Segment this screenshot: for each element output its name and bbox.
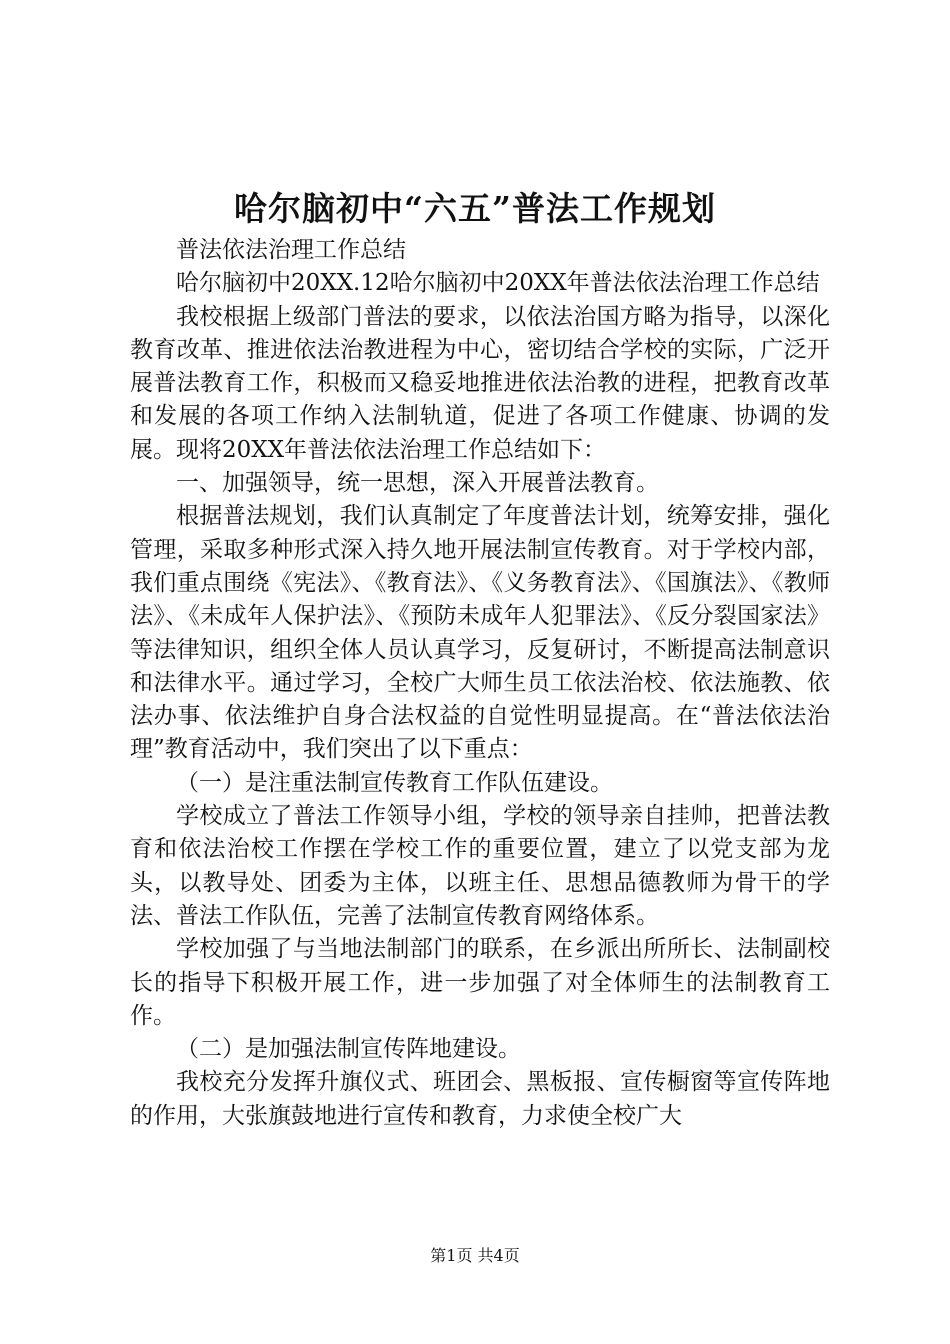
document-title: 哈尔脑初中“六五”普法工作规划 (234, 189, 716, 228)
paragraph: 我校充分发挥升旗仪式、班团会、黑板报、宣传橱窗等宣传阵地的作用，大张旗鼓地进行宣传和教育，力求使全校广大 (130, 1069, 830, 1129)
paragraph: 根据普法规划，我们认真制定了年度普法计划，统筹安排，强化管理，采取多种形式深入持久地开展法制宣传教育。对于学校内部，我们重点围绕《宪法》、《教育法》、《义务教育法》、《国旗法》、《教师法》、《未成年人保护法》、《预防未成年人犯罪法》、《反分裂国家法》等法律知识，组织全体人员认真学习，反复研讨，不断提高法制意识和法律水平。通过学习，全校广大师生员工依法治校、依法施教、依法办事、依法维护自身合法权益的自觉性明显提高。在“普法依法治理”教育活动中，我们突出了以下重点： (130, 503, 830, 763)
section-heading: 一、加强领导，统一思想，深入开展普法教育。 (176, 470, 659, 497)
document-body (130, 234, 830, 1133)
paragraph: 哈尔脑初中20XX.12哈尔脑初中20XX年普法依法治理工作总结 (176, 270, 820, 297)
subsection-heading: （二）是加强法制宣传阵地建设。 (176, 1036, 521, 1063)
paragraph: 学校成立了普法工作领导小组，学校的领导亲自挂帅，把普法教育和依法治校工作摆在学校工作的重要位置，建立了以党支部为龙头，以教导处、团委为主体，以班主任、思想品德教师为骨干的学法、普法工作队伍，完善了法制宣传教育网络体系。 (130, 803, 830, 929)
page-footer: 第1页 共4页 (430, 1246, 520, 1265)
paragraph: 学校加强了与当地法制部门的联系，在乡派出所所长、法制副校长的指导下积极开展工作，进一步加强了对全体师生的法制教育工作。 (130, 936, 830, 1029)
subsection-heading: （一）是注重法制宣传教育工作队伍建设。 (176, 769, 613, 796)
paragraph: 我校根据上级部门普法的要求，以依法治国方略为指导，以深化教育改革、推进依法治教进程为中心，密切结合学校的实际，广泛开展普法教育工作，积极而又稳妥地推进依法治教的进程，把教育改革和发展的各项工作纳入法制轨道，促进了各项工作健康、协调的发展。现将20XX年普法依法治理工作总结如下： (130, 303, 830, 463)
paragraph: 普法依法治理工作总结 (176, 237, 406, 263)
